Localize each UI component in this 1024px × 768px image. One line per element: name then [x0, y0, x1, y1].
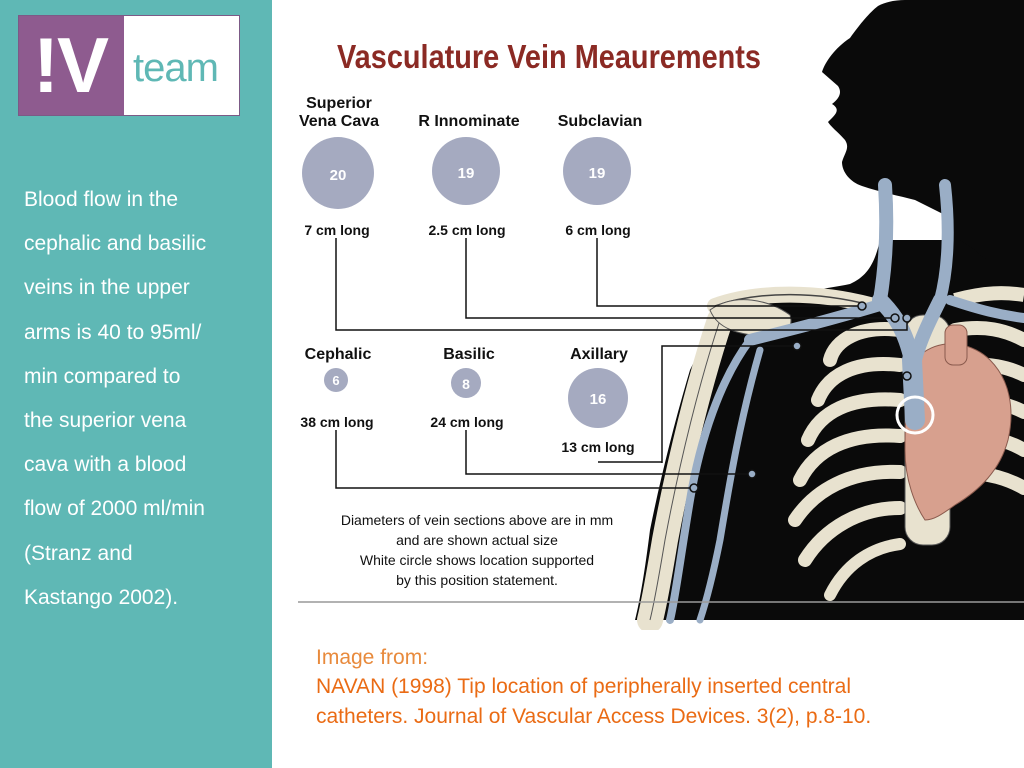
superior-vena-cava-label-1: Superior [306, 95, 372, 112]
superior-vena-cava-length: 7 cm long [304, 222, 370, 238]
caption-line: White circle shows location supported [359, 552, 595, 568]
sidebar-line: cephalic and basilic [24, 232, 207, 256]
superior-vena-cava-diameter: 20 [329, 167, 347, 184]
axillary-label: Axillary [570, 346, 628, 363]
citation-line-1: NAVAN (1998) Tip location of peripherally inserted central [316, 675, 851, 698]
caption-line: and are shown actual size [396, 532, 558, 548]
cephalic-label: Cephalic [304, 346, 372, 363]
subclavian-length: 6 cm long [565, 222, 631, 238]
axillary-length: 13 cm long [561, 439, 635, 455]
clavicle-right [955, 293, 1024, 300]
logo-iv-box [19, 16, 124, 115]
basilic-label: Basilic [443, 346, 495, 363]
subclavian-diameter: 19 [588, 165, 606, 182]
superior-vena-cava-label-2: Vena Cava [298, 113, 380, 130]
iv-team-logo [18, 15, 240, 116]
cephalic-diameter: 6 [332, 373, 340, 388]
sidebar-line: veins in the upper [24, 276, 190, 300]
aorta [945, 325, 967, 365]
citation-line-2: catheters. Journal of Vascular Access Devices. 3(2), p.8-10. [316, 705, 872, 728]
sidebar-line: min compared to [24, 364, 181, 388]
sidebar [0, 0, 272, 768]
logo-iv-text: !V [33, 21, 107, 109]
subclavian-label: Subclavian [557, 113, 643, 130]
citation-label: Image from: [316, 646, 429, 669]
sidebar-line: the superior vena [24, 409, 187, 433]
sidebar-line: Blood flow in the [24, 188, 179, 211]
cephalic-length: 38 cm long [300, 414, 374, 430]
vein-diagram [272, 0, 1024, 630]
axillary-diameter: 16 [589, 391, 607, 408]
r-innominate-diameter: 19 [457, 165, 475, 182]
r-innominate-label: R Innominate [418, 113, 520, 130]
logo-team-text: team [133, 46, 218, 90]
sidebar-line: (Stranz and [24, 541, 133, 565]
citation [316, 644, 1016, 732]
sidebar-line: Kastango 2002). [24, 585, 179, 609]
sidebar-line: arms is 40 to 95ml/ [24, 320, 202, 344]
basilic-length: 24 cm long [430, 414, 504, 430]
diagram-title: Vasculature Vein Meaurements [337, 38, 761, 75]
basilic-diameter: 8 [462, 376, 470, 392]
sidebar-line: flow of 2000 ml/min [24, 497, 205, 521]
caption-line: by this position statement. [396, 572, 558, 588]
caption-line: Diameters of vein sections above are in mm [340, 512, 614, 528]
sidebar-text [24, 178, 264, 620]
sidebar-line: cava with a blood [24, 453, 187, 477]
r-innominate-length: 2.5 cm long [428, 222, 506, 238]
